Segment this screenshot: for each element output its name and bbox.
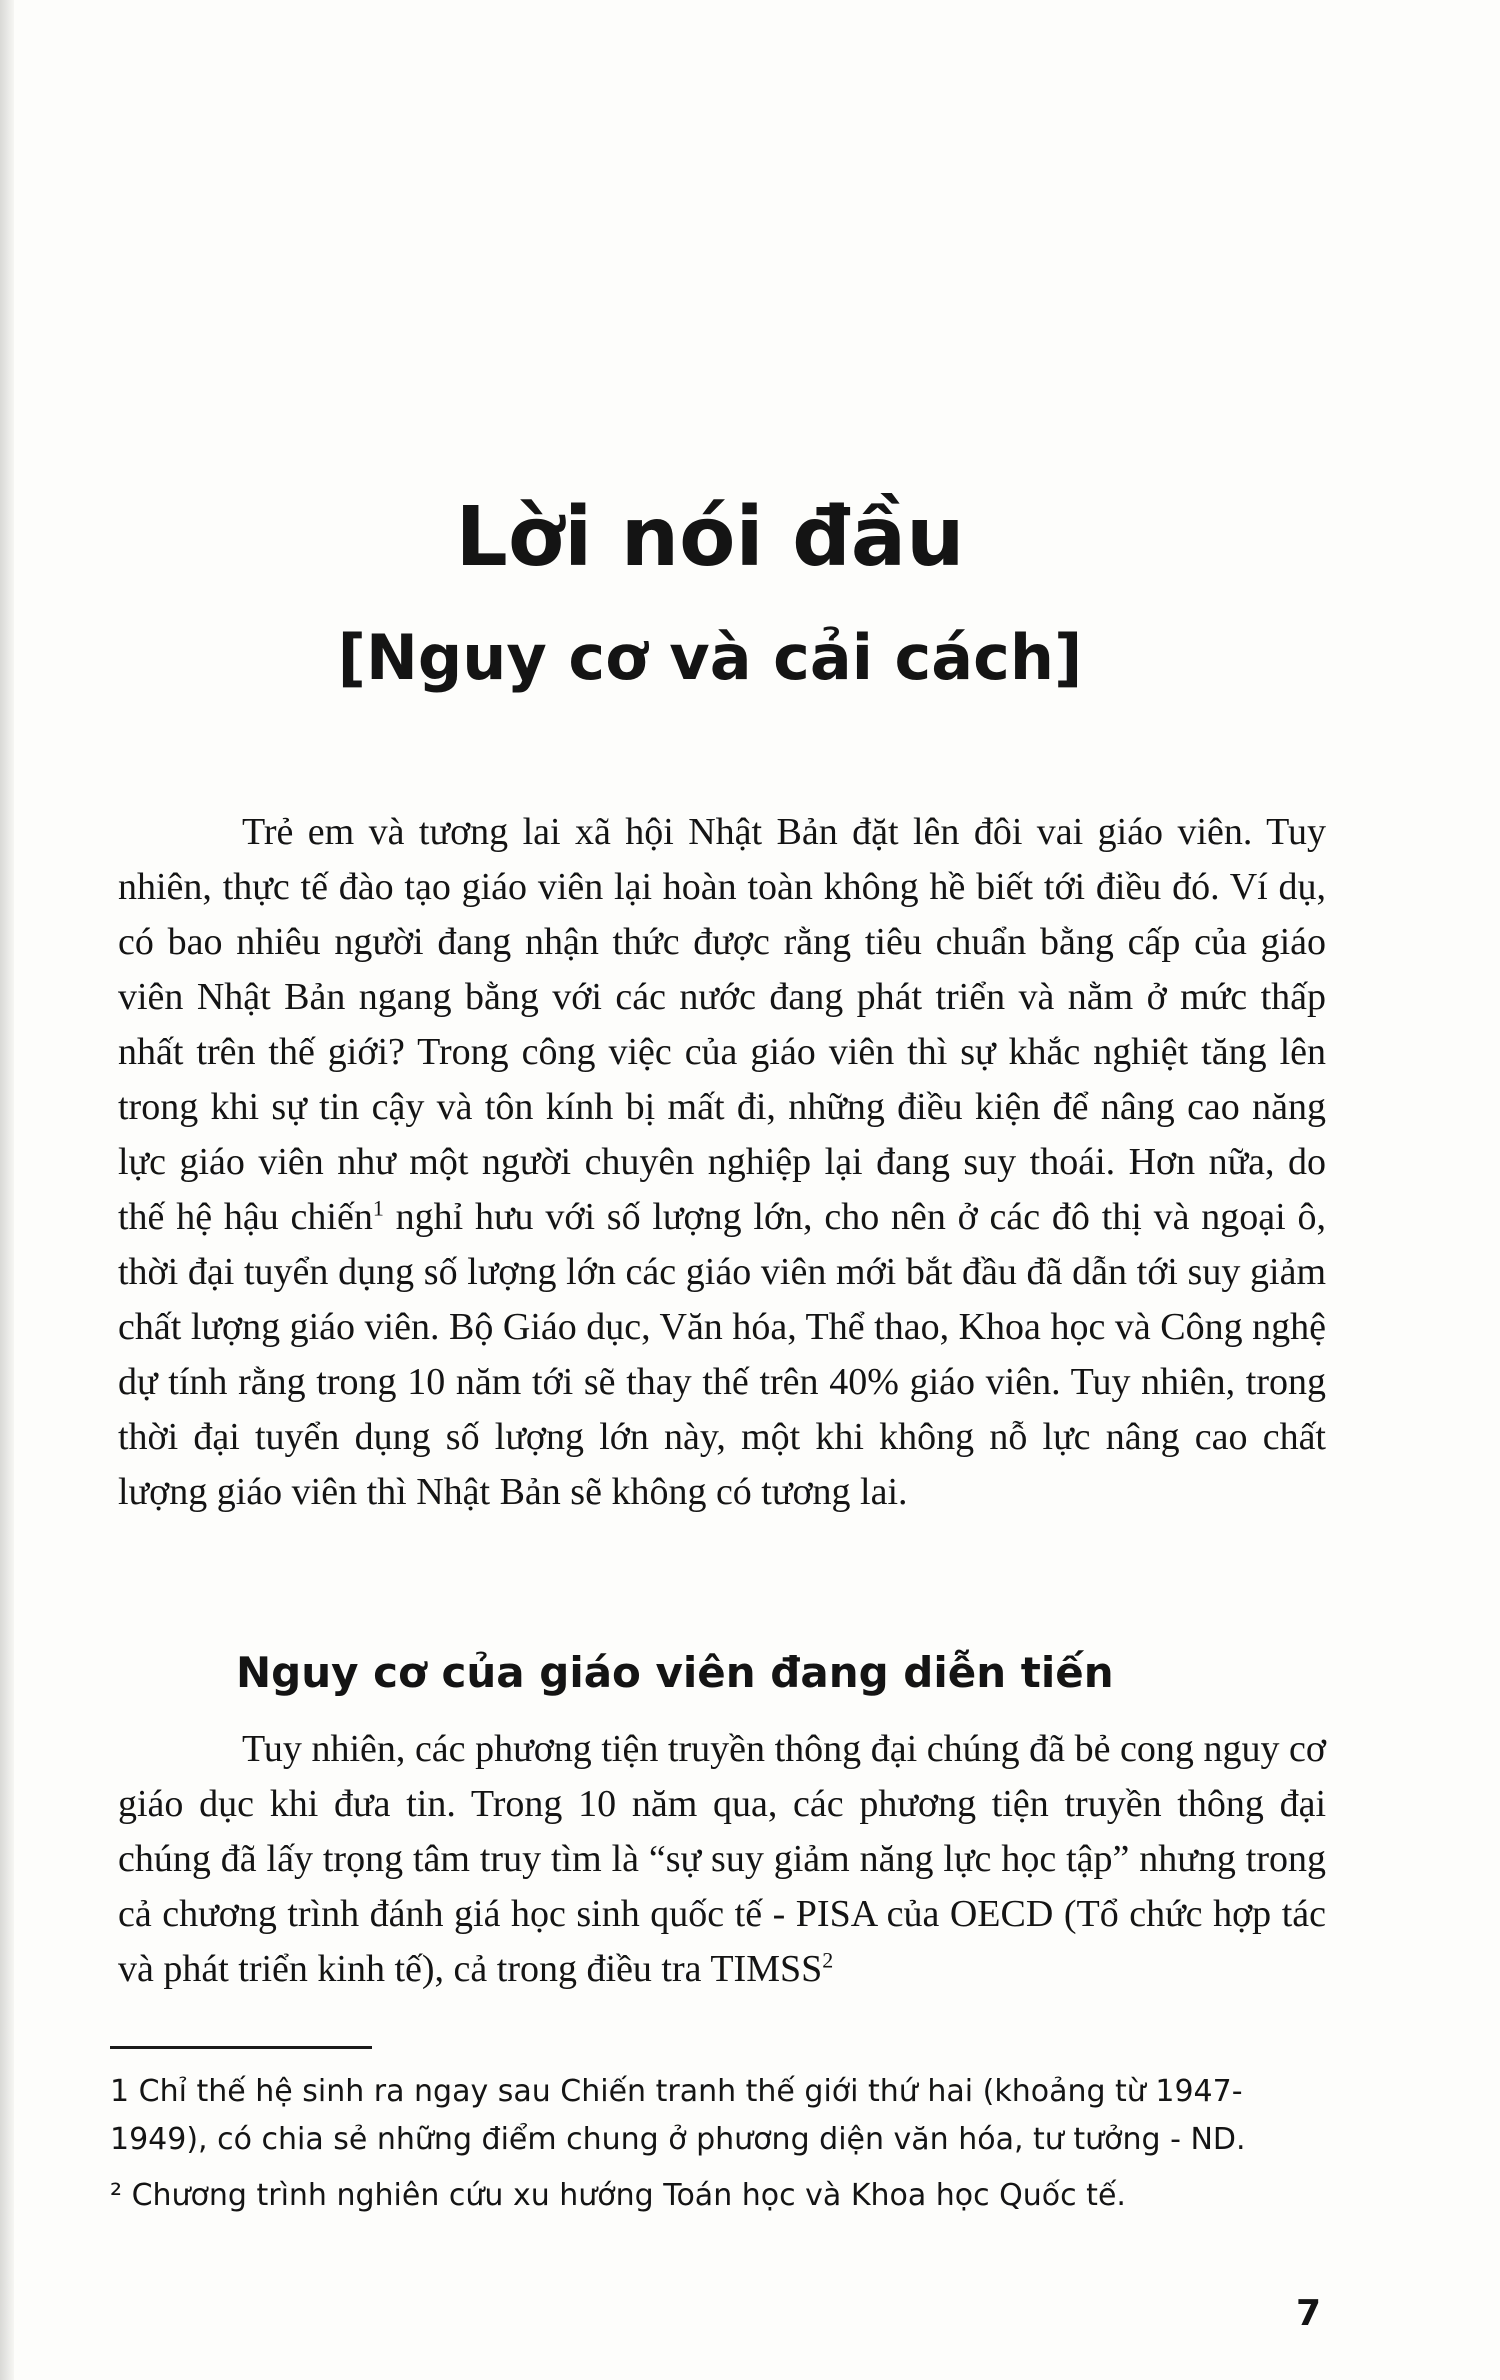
footnote-ref-2: 2 [822, 1947, 834, 1973]
paragraph-intro-text-a: Trẻ em và tương lai xã hội Nhật Bản đặt lên đôi vai giáo viên. Tuy nhiên, thực tế đào tạo giáo viên lại hoàn toàn không hề biết tới điều đó. Ví dụ, có bao nhiêu người đang nhận thức được rằng tiêu chuẩn bằng cấp của giáo viên Nhật Bản ngang bằng với các nước đang phát triển và nằm ở mức thấp nhất trên thế giới? Trong công việc của giáo viên thì sự khắc nghiệt tăng lên trong khi sự tin cậy và tôn kính bị mất đi, những điều kiện để nâng cao năng lực giáo viên như một người chuyên nghiệp lại đang suy thoái. Hơn nữa, do thế hệ hậu chiến [118, 811, 1326, 1238]
page-gutter-shadow [0, 0, 14, 2380]
footnote-2: ² Chương trình nghiên cứu xu hướng Toán học và Khoa học Quốc tế. [110, 2178, 1126, 2213]
paragraph-intro-text-b: nghỉ hưu với số lượng lớn, cho nên ở các đô thị và ngoại ô, thời đại tuyển dụng số lượng lớn các giáo viên mới bắt đầu đã dẫn tới suy giảm chất lượng giáo viên. Bộ Giáo dục, Văn hóa, Thể thao, Khoa học và Công nghệ dự tính rằng trong 10 năm tới sẽ thay thế trên 40% giáo viên. Tuy nhiên, trong thời đại tuyển dụng số lượng lớn này, một khi không nỗ lực nâng cao chất lượng giáo viên thì Nhật Bản sẽ không có tương lai. [118, 1196, 1327, 1513]
page-number: 7 [1296, 2293, 1322, 2334]
footnote-1: 1 Chỉ thế hệ sinh ra ngay sau Chiến tranh thế giới thứ hai (khoảng từ 1947-1949), có chia sẻ những điểm chung ở phương diện văn hóa, tư tưởng - ND. [110, 2074, 1246, 2157]
footnote-divider [110, 2046, 372, 2049]
paragraph-section-text: Tuy nhiên, các phương tiện truyền thông đại chúng đã bẻ cong nguy cơ giáo dục khi đưa tin. Trong 10 năm qua, các phương tiện truyền thông đại chúng đã lấy trọng tâm truy tìm là “sự suy giảm năng lực học tập” nhưng trong cả chương trình đánh giá học sinh quốc tế - PISA của OECD (Tổ chức hợp tác và phát triển kinh tế), cả trong điều tra TIMSS [118, 1728, 1326, 1990]
page-subtitle: [Nguy cơ và cải cách] [337, 621, 1083, 694]
footnote-ref-1: 1 [372, 1195, 384, 1221]
paragraph-intro [118, 805, 1326, 1520]
section-heading: Nguy cơ của giáo viên đang diễn tiến [236, 1648, 1114, 1697]
page-title: Lời nói đầu [455, 490, 965, 585]
paragraph-section [118, 1722, 1326, 1997]
